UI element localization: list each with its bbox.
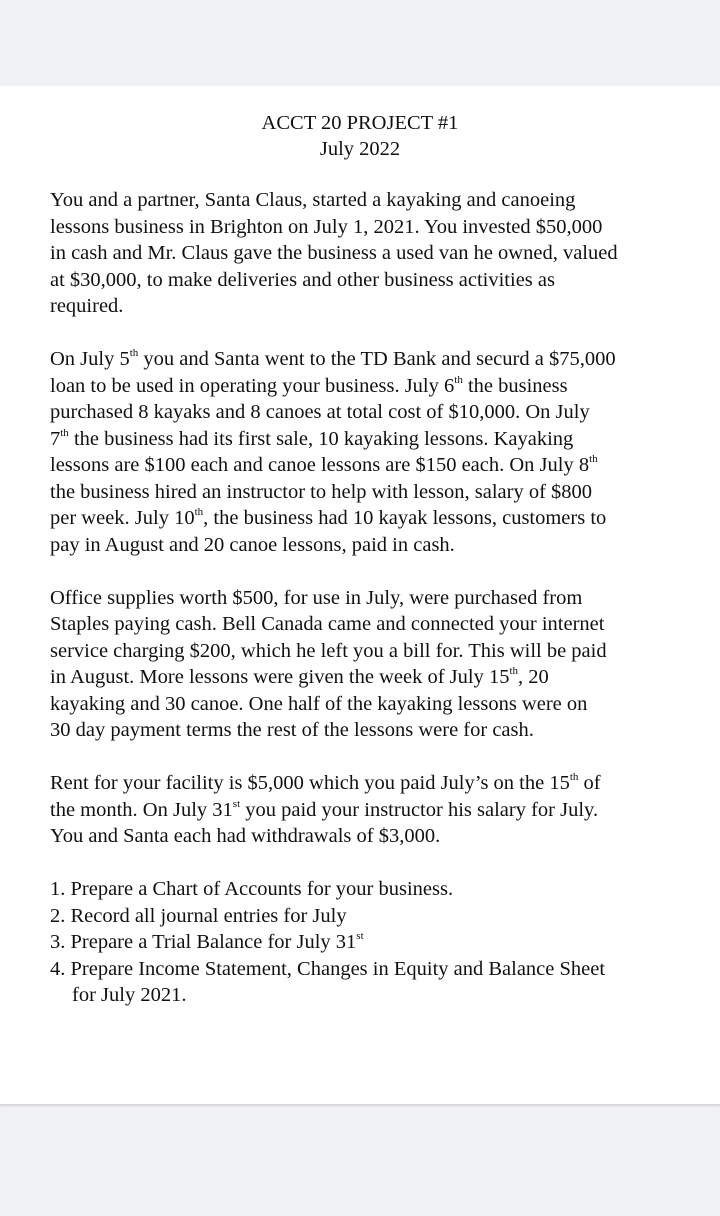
text-run: per week. July 10 <box>50 507 195 529</box>
document-page <box>0 86 720 1105</box>
paragraph-3-line <box>50 664 700 691</box>
paragraph-3-line: kayaking and 30 canoe. One half of the kayaking lessons were on <box>50 692 588 715</box>
superscript: th <box>129 347 139 360</box>
paragraph-2-line <box>50 505 700 532</box>
paragraph-1-line: required. <box>50 295 124 317</box>
document-date: July 2022 <box>319 138 401 160</box>
paragraph-2-line <box>50 373 700 400</box>
document-header <box>0 110 720 162</box>
paragraph-2-line: purchased 8 kayaks and 8 canoes at total cost of $10,000. On July <box>50 401 590 423</box>
task-item-2: 2. Record all journal entries for July <box>50 904 347 927</box>
paragraph-1-line: You and a partner, Santa Claus, started a kayaking and canoeing <box>50 189 576 211</box>
paragraph-3-line: Office supplies worth $500, for use in July, were purchased from <box>50 586 583 609</box>
document-body <box>50 187 700 1009</box>
paragraph-1 <box>50 187 700 320</box>
text-run: in August. More lessons were given the week of July 15 <box>50 666 510 688</box>
superscript: th <box>454 373 463 386</box>
superscript: th <box>60 426 69 439</box>
text-run: the month. On July 31 <box>50 798 233 821</box>
document-title: ACCT 20 PROJECT #1 <box>261 112 459 134</box>
superscript: th <box>509 665 519 678</box>
paragraph-2-line <box>50 426 700 453</box>
paragraph-4-line <box>50 797 700 824</box>
paragraph-1-line: at $30,000, to make deliveries and other business activities as <box>50 268 555 291</box>
superscript: th <box>589 453 598 466</box>
paragraph-2-line <box>50 346 700 373</box>
task-item-4-continued: for July 2021. <box>72 984 187 1006</box>
text-run: of <box>578 772 601 794</box>
text-run: loan to be used in operating your business. July 6 <box>50 374 455 397</box>
text-run: , the business had 10 kayak lessons, customers to <box>203 507 607 529</box>
paragraph-4-line: You and Santa each had withdrawals of $3,000. <box>50 825 441 847</box>
paragraph-1-line: lessons business in Brighton on July 1, 2021. You invested $50,000 <box>50 215 603 238</box>
paragraph-3-line: Staples paying cash. Bell Canada came and connected your internet <box>50 613 605 635</box>
superscript: th <box>569 771 579 784</box>
paragraph-4-line <box>50 770 700 797</box>
text-run: 3. Prepare a Trial Balance for July 31 <box>50 931 357 953</box>
superscript: st <box>356 930 364 943</box>
paragraph-3-line: service charging $200, which he left you a bill for. This will be paid <box>50 639 607 662</box>
text-run: 7 <box>50 427 61 450</box>
paragraph-2-line: the business hired an instructor to help with lesson, salary of $800 <box>50 480 593 503</box>
task-list <box>50 876 700 1009</box>
superscript: th <box>194 506 204 519</box>
superscript: st <box>232 797 241 810</box>
paragraph-1-line: in cash and Mr. Claus gave the business a used van he owned, valued <box>50 242 618 264</box>
text-run: lessons are $100 each and canoe lessons are $150 each. On July 8 <box>50 454 590 476</box>
text-run: you and Santa went to the TD Bank and securd a $75,000 <box>138 348 616 370</box>
text-run: the business had its first sale, 10 kayaking lessons. Kayaking <box>68 427 574 450</box>
task-item-3 <box>50 929 700 956</box>
paragraph-4 <box>50 770 700 850</box>
text-run: the business <box>462 374 568 397</box>
text-run: you paid your instructor his salary for July. <box>240 798 599 821</box>
paragraph-2 <box>50 346 700 558</box>
task-item-4: 4. Prepare Income Statement, Changes in Equity and Balance Sheet <box>50 957 606 980</box>
text-run: Rent for your facility is $5,000 which you paid July’s on the 15 <box>50 772 570 794</box>
paragraph-2-line <box>50 452 700 479</box>
text-run: On July 5 <box>50 348 130 370</box>
paragraph-3-line: 30 day payment terms the rest of the lessons were for cash. <box>50 719 534 741</box>
paragraph-2-line: pay in August and 20 canoe lessons, paid in cash. <box>50 533 455 556</box>
text-run: , 20 <box>518 666 549 688</box>
paragraph-3 <box>50 585 700 744</box>
task-item-1: 1. Prepare a Chart of Accounts for your business. <box>50 878 454 900</box>
